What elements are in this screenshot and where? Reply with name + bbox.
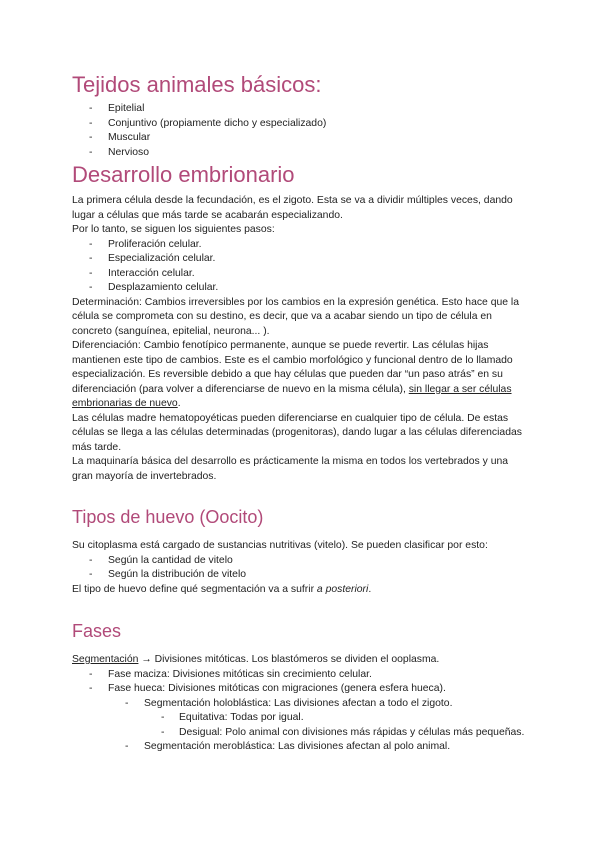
paragraph-pasos: Por lo tanto, se siguen los siguientes pasos: — [72, 224, 275, 235]
list-item: - Proliferación celular. — [72, 238, 528, 253]
heading-desarrollo: Desarrollo embrionario — [72, 162, 295, 187]
list-item: - Segmentación holoblástica: Las divisiones afectan a todo el zigoto. — [72, 697, 528, 712]
heading-tipos-huevo: Tipos de huevo (Oocito) — [72, 507, 264, 527]
paragraph-segmentacion — [72, 653, 528, 668]
diferenciacion-text: Diferenciación: Cambio fenotípico permanente, aunque se puede revertir. Las células hijas mantienen este tipo de cambios. Este es el cambio morfológico y funcional dentro de lo llamado especialización. Es reversible debido a que hay células que pueden dar “un paso atrás” en su diferenciación (para volver a diferenciarse de nuevo en la misma célula), — [72, 340, 513, 395]
list-item: - Epitelial — [72, 102, 528, 117]
list-item: - Segmentación meroblástica: Las divisiones afectan al polo animal. — [72, 740, 528, 755]
list-item: - Especialización celular. — [72, 252, 528, 267]
document-content — [72, 70, 528, 755]
list-clasificacion — [72, 554, 528, 583]
paragraph-celulas-madre: Las células madre hematopoyéticas pueden diferenciarse en cualquier tipo de célula. De estas células se llega a las células determinadas (progenitoras), dando lugar a las células diferenciadas más tarde. — [72, 412, 522, 453]
paragraph-zigoto: La primera célula desde la fecundación, es el zigoto. Esta se va a dividir múltiples veces, dando lugar a células que más tarde se acabarán especializando. — [72, 195, 513, 221]
diferenciacion-underlined: sin llegar a ser células embrionarias de nuevo — [72, 383, 512, 409]
list-item: - Desigual: Polo animal con divisiones más rápidas y células más pequeñas. — [72, 726, 528, 741]
list-tejidos — [72, 102, 528, 160]
list-fases — [72, 668, 528, 755]
list-item: - Nervioso — [72, 146, 528, 161]
segmentacion-text: El tipo de huevo define qué segmentación va a sufrir — [72, 583, 317, 595]
list-item: - Según la distribución de vitelo — [72, 568, 528, 583]
paragraph-determinacion: Determinación: Cambios irreversibles por los cambios en la expresión genética. Esto hace que la célula se comprometa con su destino, es decir, que va a acabar siendo un tipo de célula en concreto (sanguínea, epitelial, neurona... ). — [72, 296, 520, 337]
list-item: - Fase hueca: Divisiones mitóticas con migraciones (genera esfera hueca). — [72, 682, 528, 697]
segmentacion-end: . — [368, 583, 372, 595]
list-item: - Conjuntivo (propiamente dicho y especializado) — [72, 117, 528, 132]
heading-fases: Fases — [72, 621, 122, 641]
list-item: - Interacción celular. — [72, 267, 528, 282]
list-item: - Muscular — [72, 131, 528, 146]
paragraph-citoplasma: Su citoplasma está cargado de sustancias nutritivas (vitelo). Se pueden clasificar por esto: — [72, 540, 488, 551]
paragraph-segmentacion-tipo — [72, 583, 528, 598]
list-item: - Desplazamiento celular. — [72, 281, 528, 296]
a-posteriori-italic: a posteriori — [316, 583, 369, 595]
diferenciacion-end: . — [177, 398, 181, 409]
list-item: - Equitativa: Todas por igual. — [72, 711, 528, 726]
list-pasos — [72, 238, 528, 296]
segmentacion-underlined: Segmentación — [72, 654, 139, 665]
heading-tejidos: Tejidos animales básicos: — [72, 72, 322, 97]
segmentacion-desc: → Divisiones mitóticas. Los blastómeros se dividen el ooplasma. — [138, 654, 440, 665]
paragraph-diferenciacion — [72, 339, 528, 412]
list-item: - Según la cantidad de vitelo — [72, 554, 528, 569]
paragraph-maquinaria: La maquinaría básica del desarrollo es prácticamente la misma en todos los vertebrados y una gran mayoría de invertebrados. — [72, 456, 509, 482]
list-item: - Fase maciza: Divisiones mitóticas sin crecimiento celular. — [72, 668, 528, 683]
